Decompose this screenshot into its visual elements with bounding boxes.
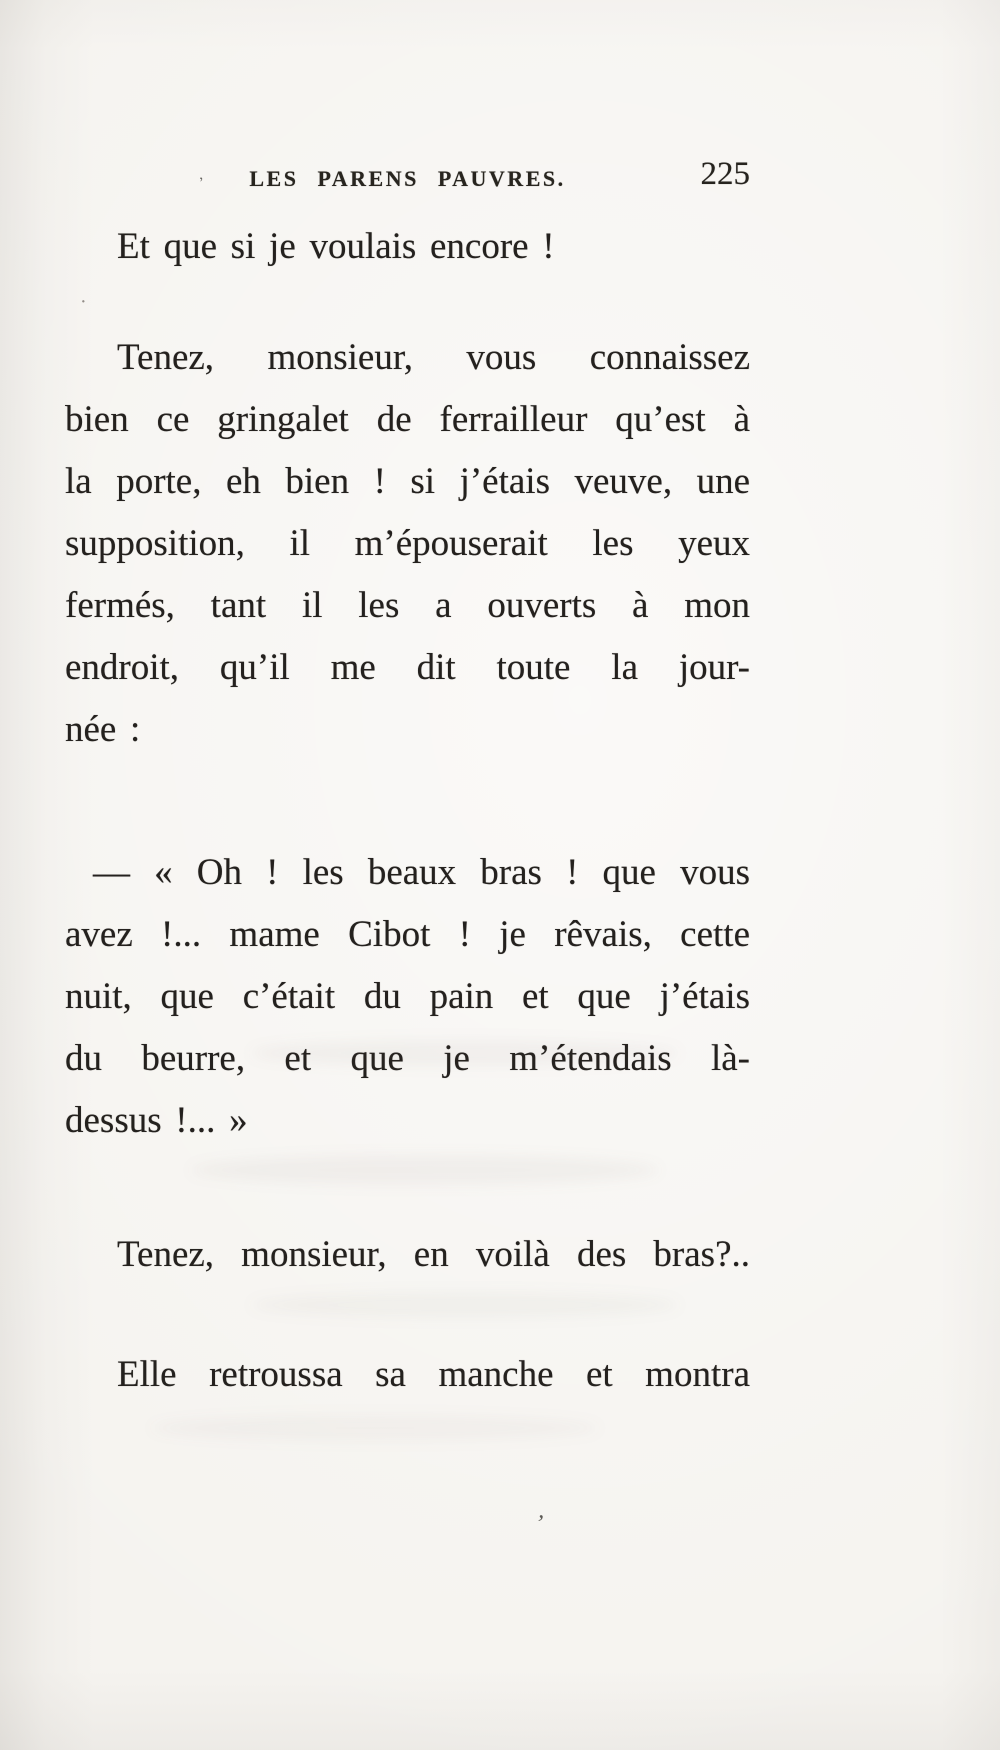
text-line: fermés, tant il les a ouverts à mon [65,585,750,626]
text-line: nuit, que c’était du pain et que j’étais [65,976,750,1017]
text-line: avez !... mame Cibot ! je rêvais, cette [65,914,750,955]
show-through-smudge [250,1292,680,1318]
text-line: supposition, il m’épouserait les yeux [65,523,750,564]
text-line: Elle retroussa sa manche et montra [117,1354,750,1395]
text-line: — « Oh ! les beaux bras ! que vous [93,852,750,893]
paragraph-1 [65,216,750,278]
show-through-smudge [190,1155,660,1185]
text-line: Et que si je voulais encore ! [117,226,555,267]
text-line: née : [65,709,141,750]
ink-speck: ‚ [196,166,205,184]
text-line: du beurre, et que je m’étendais là- [65,1038,750,1079]
paragraph-3 [65,842,750,1152]
page-number: 225 [700,156,750,192]
show-through-smudge [150,1415,600,1441]
paragraph-2 [65,327,750,761]
text-line: dessus !... » [65,1100,248,1141]
text-line: la porte, eh bien ! si j’étais veuve, une [65,461,750,502]
paragraph-5 [65,1344,750,1406]
running-title: LES PARENS PAUVRES. [249,166,566,191]
text-line: Tenez, monsieur, vous connaissez [117,337,750,378]
ink-speck: ’ [534,1510,546,1538]
ink-speck: · [80,291,87,313]
text-line: Tenez, monsieur, en voilà des bras?.. [117,1234,750,1275]
text-line: endroit, qu’il me dit toute la jour- [65,647,750,688]
text-line: bien ce gringalet de ferrailleur qu’est à [65,399,750,440]
paragraph-4 [65,1224,750,1286]
